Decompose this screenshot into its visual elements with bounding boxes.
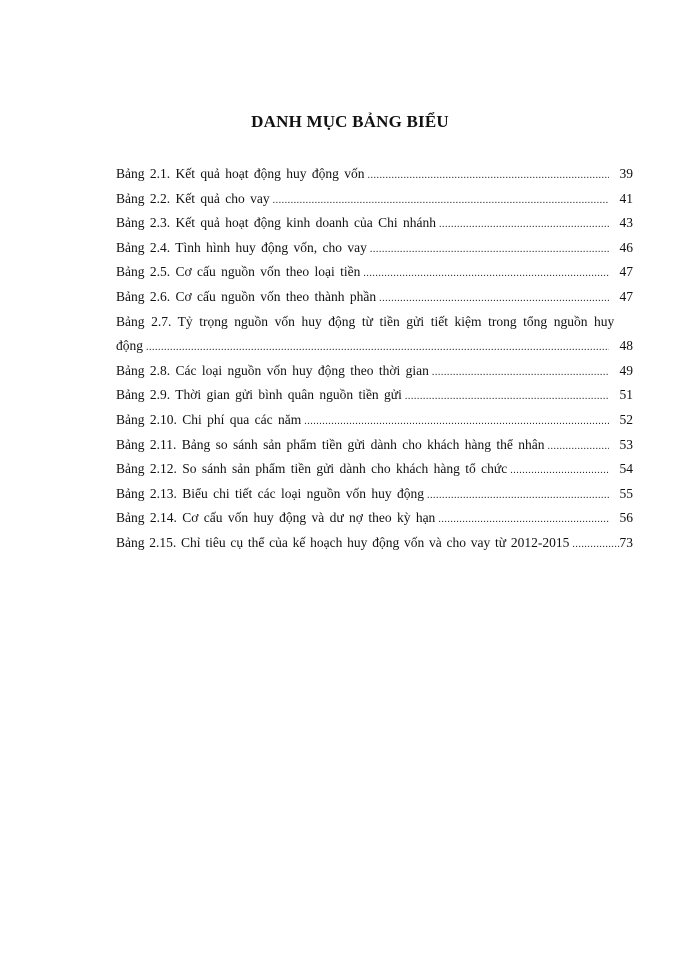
toc-entry-label: Bảng 2.15. Chỉ tiêu cụ thể của kế hoạch huy động vốn và cho vay từ 2012-2015 — [116, 534, 570, 550]
dot-leader — [510, 465, 609, 476]
toc-entry-label: Bảng 2.14. Cơ cấu vốn huy động và dư nợ theo kỳ hạn — [116, 510, 436, 526]
toc-entry-page: 47 — [619, 264, 633, 280]
toc-entry[interactable] — [116, 166, 633, 191]
dot-leader — [379, 293, 609, 304]
dot-leader — [572, 539, 619, 550]
toc-entry-page: 49 — [619, 362, 633, 378]
toc-entry[interactable] — [116, 510, 633, 535]
toc-entry-label: Bảng 2.4. Tình hình huy động vốn, cho vay — [116, 239, 367, 255]
toc-entry[interactable] — [116, 314, 633, 363]
dot-leader — [370, 244, 609, 255]
toc-entry-page: 73 — [619, 534, 633, 550]
toc-entry[interactable] — [116, 486, 633, 511]
toc-entry-label: Bảng 2.2. Kết quả cho vay — [116, 190, 270, 206]
toc-entry-label: Bảng 2.12. So sánh sản phẩm tiền gửi dành cho khách hàng tổ chức — [116, 461, 508, 477]
dot-leader — [146, 342, 609, 353]
page-title: DANH MỤC BẢNG BIỂU — [251, 112, 449, 131]
toc-entry[interactable] — [116, 264, 633, 289]
dot-leader — [427, 490, 609, 501]
toc-entry-page: 47 — [619, 288, 633, 304]
dot-leader — [439, 219, 609, 230]
toc-entry-page: 43 — [619, 215, 633, 231]
toc-entry-label: Bảng 2.6. Cơ cấu nguồn vốn theo thành phần — [116, 288, 377, 304]
toc-entry-line-2 — [116, 338, 633, 363]
toc-entry-label: Bảng 2.5. Cơ cấu nguồn vốn theo loại tiền — [116, 264, 361, 280]
toc-entry-page: 56 — [619, 510, 633, 526]
toc-entry-page: 55 — [619, 485, 633, 501]
dot-leader — [304, 416, 609, 427]
toc-entry[interactable] — [116, 363, 633, 388]
toc-entry[interactable] — [116, 412, 633, 437]
toc-entry-label: Bảng 2.11. Bảng so sánh sản phẩm tiền gửi dành cho khách hàng thể nhân — [116, 436, 545, 452]
dot-leader — [363, 268, 609, 279]
toc-entry[interactable] — [116, 535, 633, 560]
toc-entry-label-continued: động — [116, 338, 143, 354]
toc-entry-page: 54 — [619, 461, 633, 477]
toc-entry-label: Bảng 2.1. Kết quả hoạt động huy động vốn — [116, 166, 365, 181]
dot-leader — [273, 195, 609, 206]
dot-leader — [548, 441, 610, 452]
dot-leader — [432, 367, 609, 378]
table-of-contents — [116, 166, 633, 560]
toc-entry-label: Bảng 2.9. Thời gian gửi bình quân nguồn tiền gửi — [116, 387, 402, 403]
toc-entry-label: Bảng 2.13. Biểu chi tiết các loại nguồn vốn huy động — [116, 485, 424, 501]
dot-leader — [367, 170, 609, 181]
toc-entry-page: 39 — [619, 166, 633, 181]
dot-leader — [405, 391, 609, 402]
toc-entry-label: Bảng 2.8. Các loại nguồn vốn huy động theo thời gian — [116, 362, 429, 378]
toc-entry-page: 52 — [619, 411, 633, 427]
toc-entry[interactable] — [116, 461, 633, 486]
toc-entry[interactable] — [116, 289, 633, 314]
toc-entry[interactable] — [116, 387, 633, 412]
toc-entry-label: Bảng 2.10. Chi phí qua các năm — [116, 411, 302, 427]
dot-leader — [438, 514, 609, 525]
toc-entry[interactable] — [116, 240, 633, 265]
toc-entry-page: 51 — [619, 387, 633, 403]
toc-entry-label: Bảng 2.3. Kết quả hoạt động kinh doanh của Chi nhánh — [116, 215, 436, 231]
toc-entry-page: 41 — [619, 190, 633, 206]
toc-entry[interactable] — [116, 191, 633, 216]
toc-entry-line-1 — [116, 314, 633, 339]
toc-entry[interactable] — [116, 215, 633, 240]
toc-entry-page: 46 — [619, 239, 633, 255]
toc-entry[interactable] — [116, 437, 633, 462]
toc-entry-page: 53 — [619, 436, 633, 452]
toc-entry-page: 48 — [619, 338, 633, 354]
toc-entry-label: Bảng 2.7. Tỷ trọng nguồn vốn huy động từ tiền gửi tiết kiệm trong tổng nguồn huy — [116, 313, 615, 329]
